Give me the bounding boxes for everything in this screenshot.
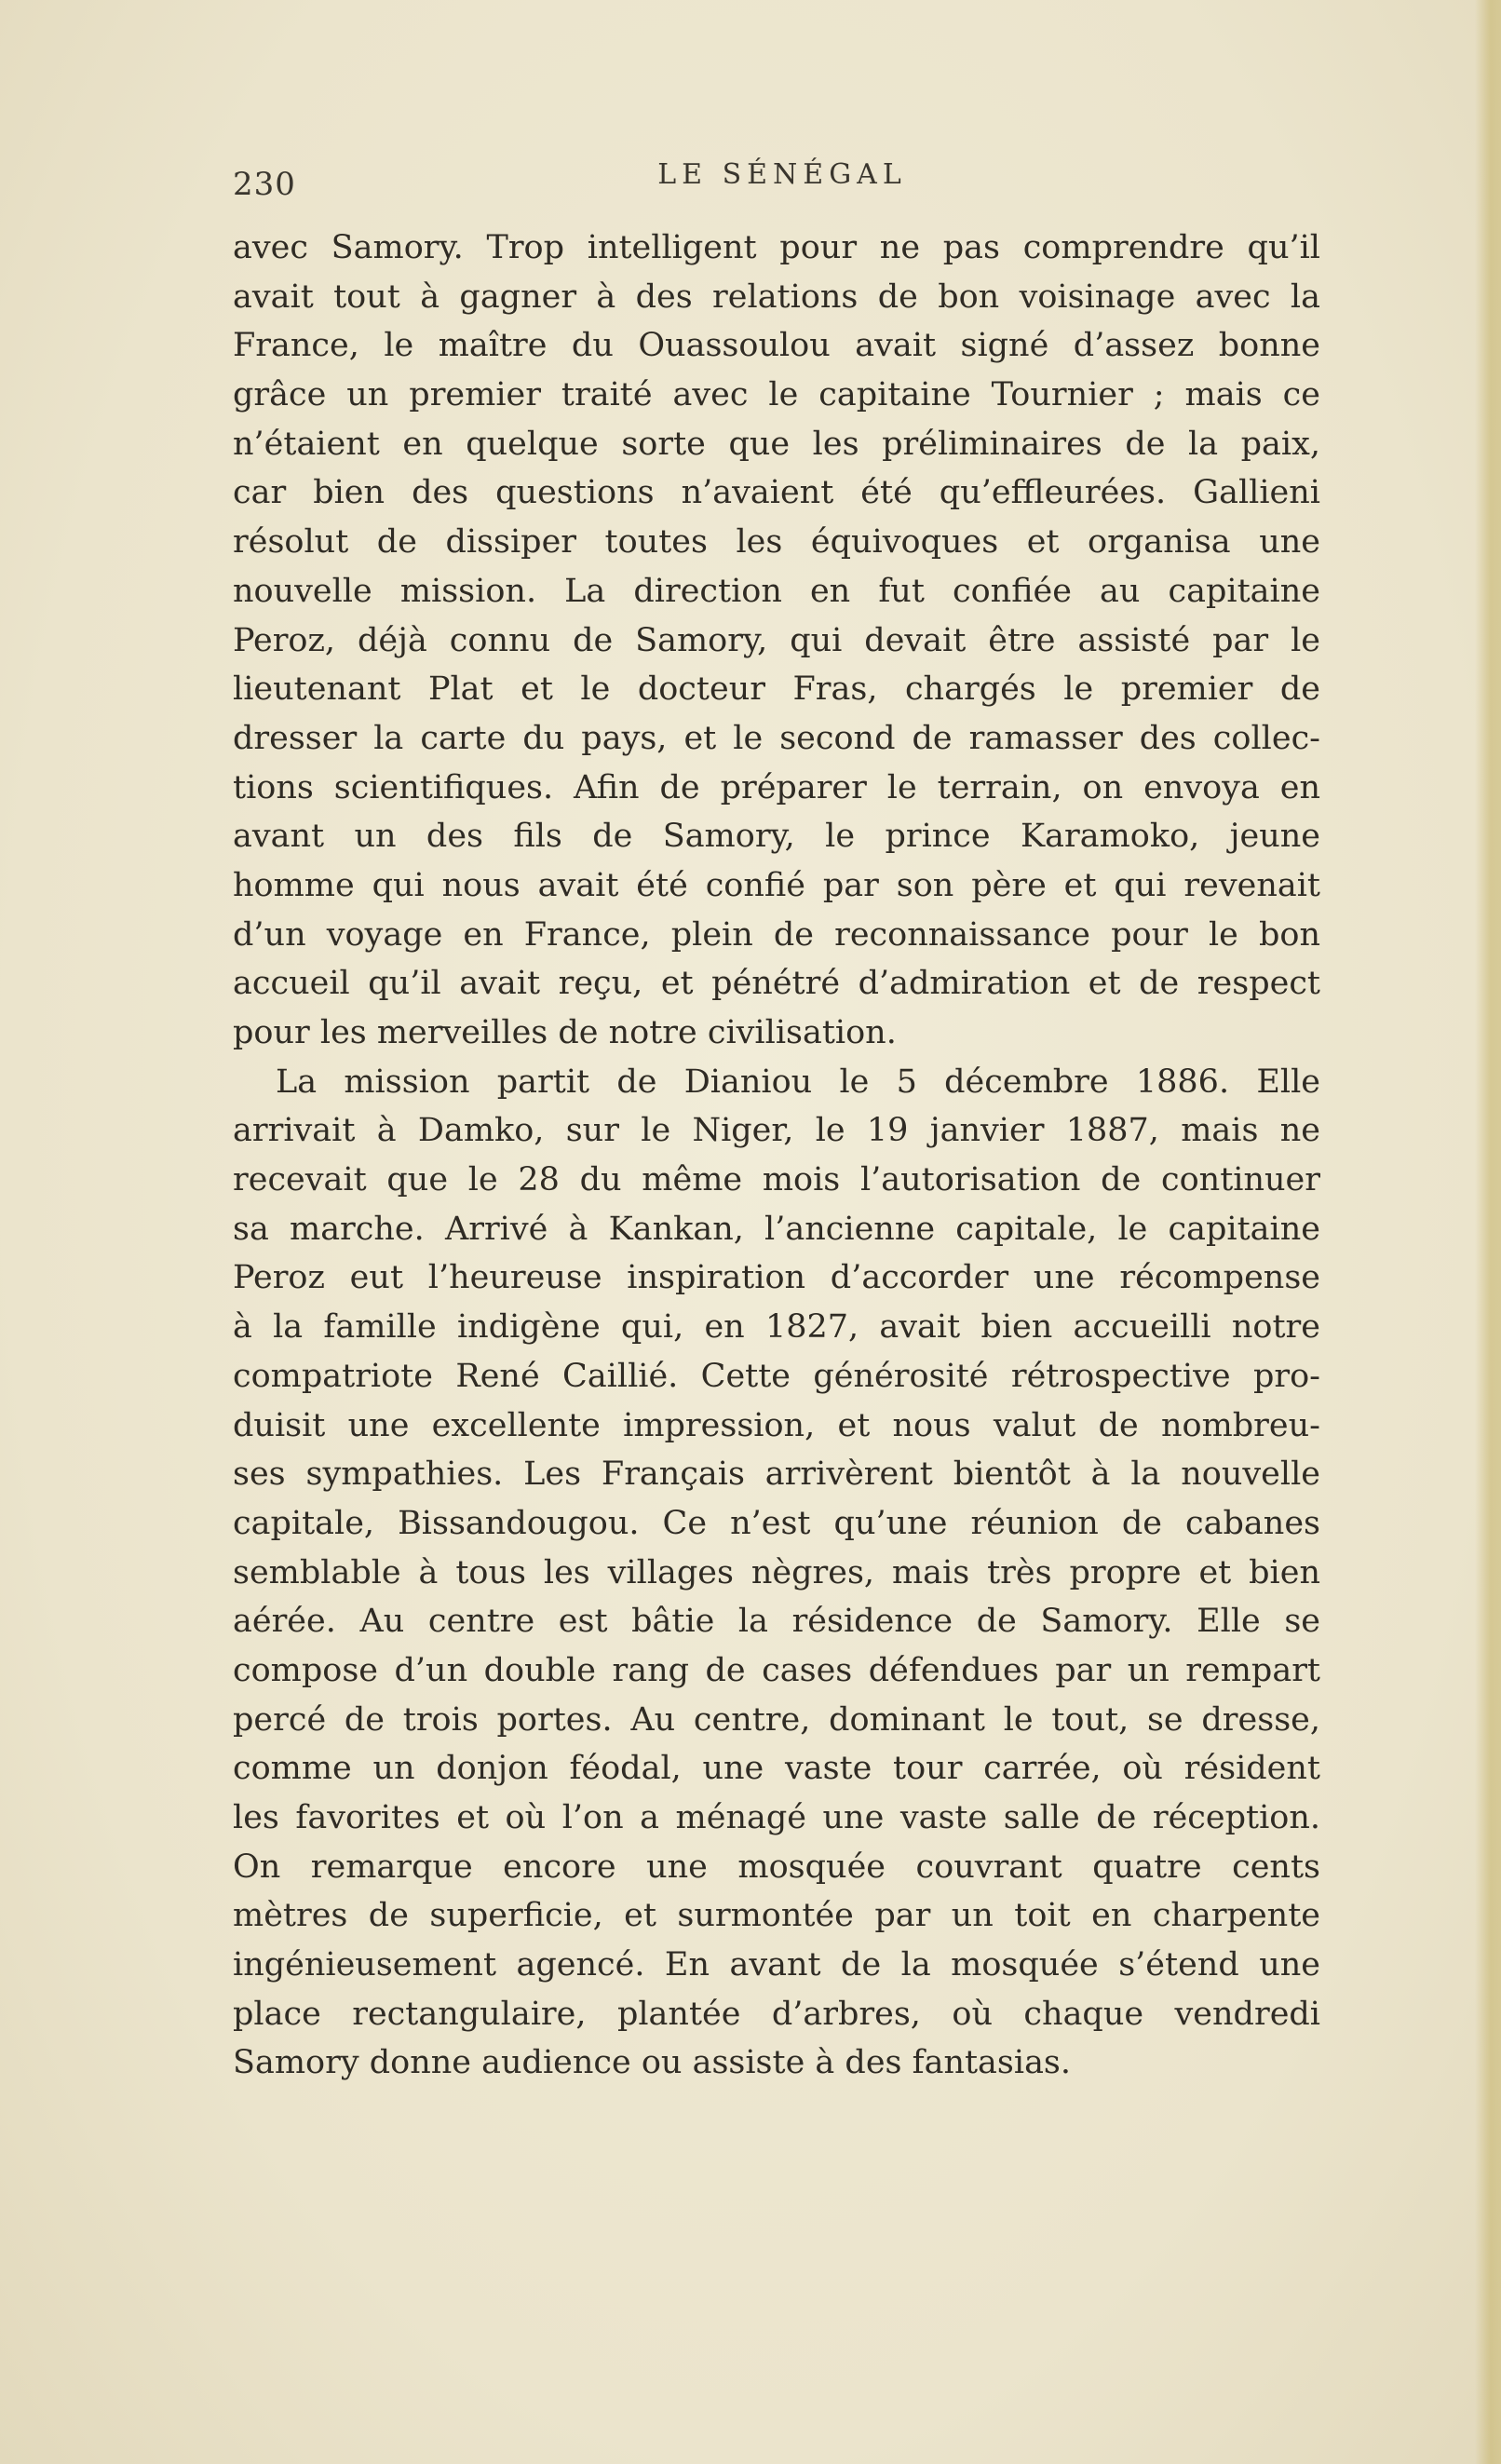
text-line: car bien des questions n’avaient été qu’effleurées. Gallieni bbox=[233, 474, 1320, 512]
text-line: France, le maître du Ouassoulou avait signé d’assez bonne bbox=[233, 327, 1320, 365]
text-line: percé de trois portes. Au centre, dominant le tout, se dresse, bbox=[233, 1700, 1320, 1739]
text-line: nouvelle mission. La direction en fut confiée au capitaine bbox=[233, 572, 1320, 610]
text-line: à la famille indigène qui, en 1827, avait bien accueilli notre bbox=[233, 1308, 1320, 1347]
text-line: grâce un premier traité avec le capitaine Tournier ; mais ce bbox=[233, 376, 1320, 414]
text-line: arrivait à Damko, sur le Niger, le 19 janvier 1887, mais ne bbox=[233, 1112, 1320, 1150]
text-line: capitale, Bissandougou. Ce n’est qu’une réunion de cabanes bbox=[233, 1504, 1320, 1542]
text-line: Peroz eut l’heureuse inspiration d’accorder une récompense bbox=[233, 1259, 1320, 1297]
text-line: compatriote René Caillié. Cette générosité rétrospective pro- bbox=[233, 1357, 1320, 1395]
running-title: LE SÉNÉGAL bbox=[657, 158, 907, 191]
text-line: lieutenant Plat et le docteur Fras, chargés le premier de bbox=[233, 670, 1320, 709]
text-line: avec Samory. Trop intelligent pour ne pas comprendre qu’il bbox=[233, 229, 1320, 266]
text-line: Samory donne audience ou assiste à des fantasias. bbox=[233, 2044, 1072, 2082]
text-line: homme qui nous avait été confié par son père et qui revenait bbox=[233, 866, 1320, 904]
text-line: dresser la carte du pays, et le second de ramasser des collec- bbox=[233, 719, 1320, 757]
text-line: place rectangulaire, plantée d’arbres, où chaque vendredi bbox=[233, 1995, 1320, 2033]
text-line: ses sympathies. Les Français arrivèrent bientôt à la nouvelle bbox=[233, 1455, 1320, 1494]
text-line: d’un voyage en France, plein de reconnaissance pour le bon bbox=[233, 915, 1320, 954]
text-line: semblable à tous les villages nègres, mais très propre et bien bbox=[233, 1553, 1320, 1591]
text-line: recevait que le 28 du même mois l’autorisation de continuer bbox=[233, 1161, 1320, 1199]
paragraph-1 bbox=[233, 223, 1320, 1058]
text-line: pour les merveilles de notre civilisation. bbox=[233, 1014, 897, 1051]
paragraph-2 bbox=[233, 1058, 1320, 2088]
text-line: tions scientifiques. Afin de préparer le terrain, on envoya en bbox=[233, 768, 1320, 806]
body-text bbox=[233, 223, 1320, 2088]
text-line: duisit une excellente impression, et nous valut de nombreu- bbox=[233, 1406, 1320, 1444]
text-line: résolut de dissiper toutes les équivoques et organisa une bbox=[233, 523, 1320, 562]
text-line: ingénieusement agencé. En avant de la mosquée s’étend une bbox=[233, 1946, 1320, 1984]
text-line: Peroz, déjà connu de Samory, qui devait être assisté par le bbox=[233, 621, 1320, 659]
text-line: mètres de superficie, et surmontée par un toit en charpente bbox=[233, 1897, 1320, 1935]
text-line: accueil qu’il avait reçu, et pénétré d’admiration et de respect bbox=[233, 965, 1320, 1003]
page-number: 230 bbox=[233, 166, 296, 203]
text-line: La mission partit de Dianiou le 5 décembre 1886. Elle bbox=[276, 1063, 1320, 1101]
text-line: avait tout à gagner à des relations de bon voisinage avec la bbox=[233, 278, 1320, 316]
text-line: aérée. Au centre est bâtie la résidence de Samory. Elle se bbox=[233, 1603, 1320, 1641]
text-line: n’étaient en quelque sorte que les préliminaires de la paix, bbox=[233, 425, 1320, 463]
text-line: On remarque encore une mosquée couvrant quatre cents bbox=[233, 1848, 1320, 1886]
text-line: les favorites et où l’on a ménagé une vaste salle de réception. bbox=[233, 1799, 1320, 1836]
text-line: sa marche. Arrivé à Kankan, l’ancienne capitale, le capitaine bbox=[233, 1210, 1320, 1248]
text-line: compose d’un double rang de cases défendues par un rempart bbox=[233, 1651, 1320, 1689]
page-edge-shadow bbox=[1475, 0, 1501, 2464]
text-line: comme un donjon féodal, une vaste tour carrée, où résident bbox=[233, 1750, 1320, 1788]
running-head bbox=[233, 158, 1318, 214]
text-line: avant un des fils de Samory, le prince Karamoko, jeune bbox=[233, 818, 1320, 856]
